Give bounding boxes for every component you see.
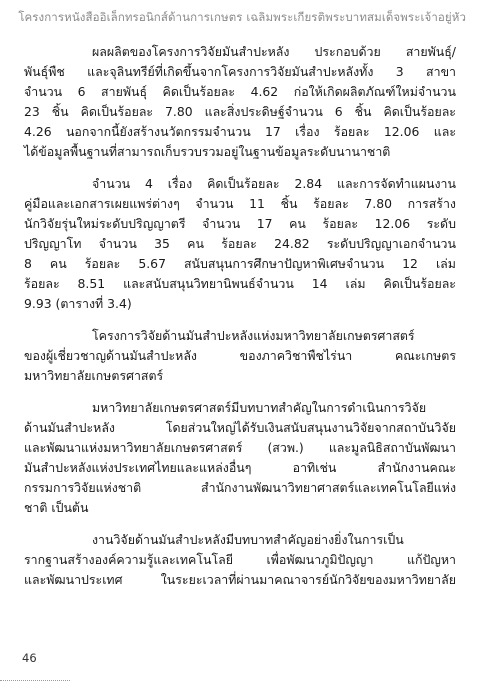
word: และ [433, 124, 456, 139]
word: และสนับสนุนวิทยานิพนธ์จำนวน [123, 276, 294, 291]
word: เพื่อพัฒนาภูมิปัญญา [266, 552, 374, 567]
paragraph-5 [24, 530, 456, 590]
word: ร้อยละ [322, 216, 359, 231]
text-line: 9.93 (ตารางที่ 3.4) [24, 296, 132, 311]
word: นักวิจัยรุ่นใหม่ระดับปริญญาตรี [24, 216, 186, 231]
text-line [24, 214, 456, 234]
page-body [24, 42, 456, 602]
text-line [24, 530, 456, 550]
word: แก้ปัญหา [406, 552, 456, 567]
word: 4.26 [24, 124, 52, 139]
word: สายพันธุ์/ [405, 44, 456, 59]
word: คิดเป็นร้อยละ [162, 84, 236, 99]
text-line [24, 194, 456, 214]
word: และมูลนิธิสถาบันพัฒนา [328, 440, 456, 455]
word: ในระยะเวลาที่ผ่านมาคณาจารย์นักวิจัยของมหาวิทยาลัย [160, 572, 456, 587]
word: คิดเป็นร้อยละ [80, 104, 154, 119]
word: ร้อยละ [84, 256, 121, 271]
text-line [24, 458, 456, 478]
text-line [24, 42, 456, 62]
word: ระดับ [426, 216, 456, 231]
word: 5.67 [138, 256, 166, 271]
text-line [24, 174, 456, 194]
word: นอกจากนี้ยังสร้างนวัตกรรมจำนวน [65, 124, 251, 139]
word: ด้านมันสำปะหลัง [24, 420, 115, 435]
word: 8.51 [77, 276, 106, 291]
word: และจุลินทรีย์ที่เกิดขึ้นจากโครงการวิจัยมันสำปะหลังทั้ง [87, 64, 374, 79]
word: ของผู้เชี่ยวชาญด้านมันสำปะหลัง [24, 348, 197, 363]
word: 4 [145, 176, 153, 191]
word: พันธุ์พืช [24, 64, 65, 79]
word: และพัฒนาประเทศ [24, 572, 123, 587]
word: คณะเกษตร [394, 348, 456, 363]
text-line: ชาติ เป็นต้น [24, 500, 89, 515]
word: และการจัดทำแผนงาน [336, 176, 456, 191]
word: ระดับปริญญาเอกจำนวน [326, 236, 456, 251]
word: จำนวน [195, 196, 234, 211]
word: 17 [256, 216, 273, 231]
text-line: มหาวิทยาลัยเกษตรศาสตร์ [24, 368, 164, 383]
word: 12.06 [383, 124, 420, 139]
word: และสิ่งประดิษฐ์จำนวน [204, 104, 323, 119]
word: คน [289, 216, 306, 231]
word: จำนวน [202, 216, 241, 231]
word: จำนวน [98, 236, 137, 251]
word: งานวิจัยด้านมันสำปะหลังมีบทบาทสำคัญอย่างยิ่งในการเป็น [92, 532, 404, 547]
word: สาขา [426, 64, 456, 79]
word: คิดเป็นร้อยละ [383, 276, 456, 291]
word: จำนวน [92, 176, 131, 191]
word: ชิ้น [354, 104, 372, 119]
footer-dotted-rule [0, 680, 70, 681]
text-line [24, 418, 456, 438]
word: เล่ม [435, 256, 456, 271]
word: สำนักงานพัฒนาวิทยาศาสตร์และเทคโนโลยีแห่ง [201, 480, 456, 495]
text-line [24, 570, 456, 590]
text-line [24, 478, 456, 498]
text-line [24, 326, 456, 346]
word: 7.80 [165, 104, 193, 119]
word: 24.82 [274, 236, 310, 251]
word: ร้อยละ [333, 124, 370, 139]
word: ชิ้น [280, 196, 298, 211]
word: 11 [249, 196, 265, 211]
word: อาทิเช่น [292, 460, 337, 475]
word: คน [49, 256, 67, 271]
text-line [24, 122, 456, 142]
word: ของภาควิชาพืชไร่นา [239, 348, 353, 363]
word: 2.84 [294, 176, 323, 191]
word: (สวพ.) [267, 440, 304, 455]
text-line [24, 62, 456, 82]
word: 14 [311, 276, 328, 291]
word: ร้อยละ [24, 276, 60, 291]
word: เรื่อง [167, 176, 193, 191]
text-line [24, 398, 456, 418]
text-line [24, 254, 456, 274]
running-header: โครงการหนังสืออิเล็กทรอนิกส์ด้านการเกษตร เฉลิมพระเกียรติพระบาทสมเด็จพระเจ้าอยู่หัว [18, 10, 466, 24]
page-number: 46 [22, 651, 37, 665]
word: โดยส่วนใหญ่ได้รับเงินสนับสนุนงานวิจัยจากสถาบันวิจัย [165, 420, 456, 435]
paragraph-3 [24, 326, 456, 386]
text-line [24, 550, 456, 570]
text-line [24, 102, 456, 122]
word: คน [187, 236, 204, 251]
word: เล่ม [345, 276, 366, 291]
word: ก่อให้เกิดผลิตภัณฑ์ใหม่จำนวน [293, 84, 456, 99]
word: 12.06 [374, 216, 411, 231]
word: 8 [24, 256, 32, 271]
word: สนับสนุนการศึกษาปัญหาพิเศษจำนวน [183, 256, 385, 271]
word: และพัฒนาแห่งมหาวิทยาลัยเกษตรศาสตร์ [24, 440, 243, 455]
text-line [24, 438, 456, 458]
word: 7.80 [364, 196, 392, 211]
word: 4.62 [250, 84, 279, 99]
word: ชิ้น [51, 104, 69, 119]
word: คิดเป็นร้อยละ [383, 104, 456, 119]
text-line [24, 82, 456, 102]
word: กรรมการวิจัยแห่งชาติ [24, 480, 142, 495]
word: 35 [154, 236, 170, 251]
word: 17 [265, 124, 281, 139]
word: 23 [24, 104, 40, 119]
word: ปริญญาโท [24, 236, 82, 251]
word: 6 [77, 84, 86, 99]
word: มหาวิทยาลัยเกษตรศาสตร์มีบทบาทสำคัญในการดำเนินการวิจัย [92, 400, 427, 415]
paragraph-1 [24, 42, 456, 162]
word: 3 [395, 64, 404, 79]
text-line [24, 142, 456, 162]
word: คิดเป็นร้อยละ [207, 176, 280, 191]
text-line [24, 274, 456, 294]
word: สำนักงานคณะ [377, 460, 456, 475]
word: ประกอบด้วย [314, 44, 381, 59]
word: รากฐานสร้างองค์ความรู้และเทคโนโลยี [24, 552, 233, 567]
word: เรื่อง [295, 124, 320, 139]
word: สายพันธุ์ [101, 84, 148, 99]
word: ได้ข้อมูลพื้นฐานที่สามารถเก็บรวบรวมอยู่ในฐานข้อมูลระดับนานาชาติ [24, 144, 391, 159]
word: ร้อยละ [221, 236, 257, 251]
word: การสร้าง [407, 196, 456, 211]
word: จำนวน [24, 84, 63, 99]
word: 6 [334, 104, 343, 119]
text-line [24, 346, 456, 366]
word: โครงการวิจัยด้านมันสำปะหลังแห่งมหาวิทยาลัยเกษตรศาสตร์ [92, 328, 415, 343]
word: มันสำปะหลังแห่งประเทศไทยและแหล่งอื่นๆ [24, 460, 252, 475]
paragraph-2 [24, 174, 456, 314]
word: ผลผลิตของโครงการวิจัยมันสำปะหลัง [92, 44, 290, 59]
paragraph-4 [24, 398, 456, 518]
word: 12 [402, 256, 418, 271]
word: คู่มือและเอกสารเผยแพร่ต่างๆ [24, 196, 180, 211]
word: ร้อยละ [313, 196, 349, 211]
text-line [24, 234, 456, 254]
